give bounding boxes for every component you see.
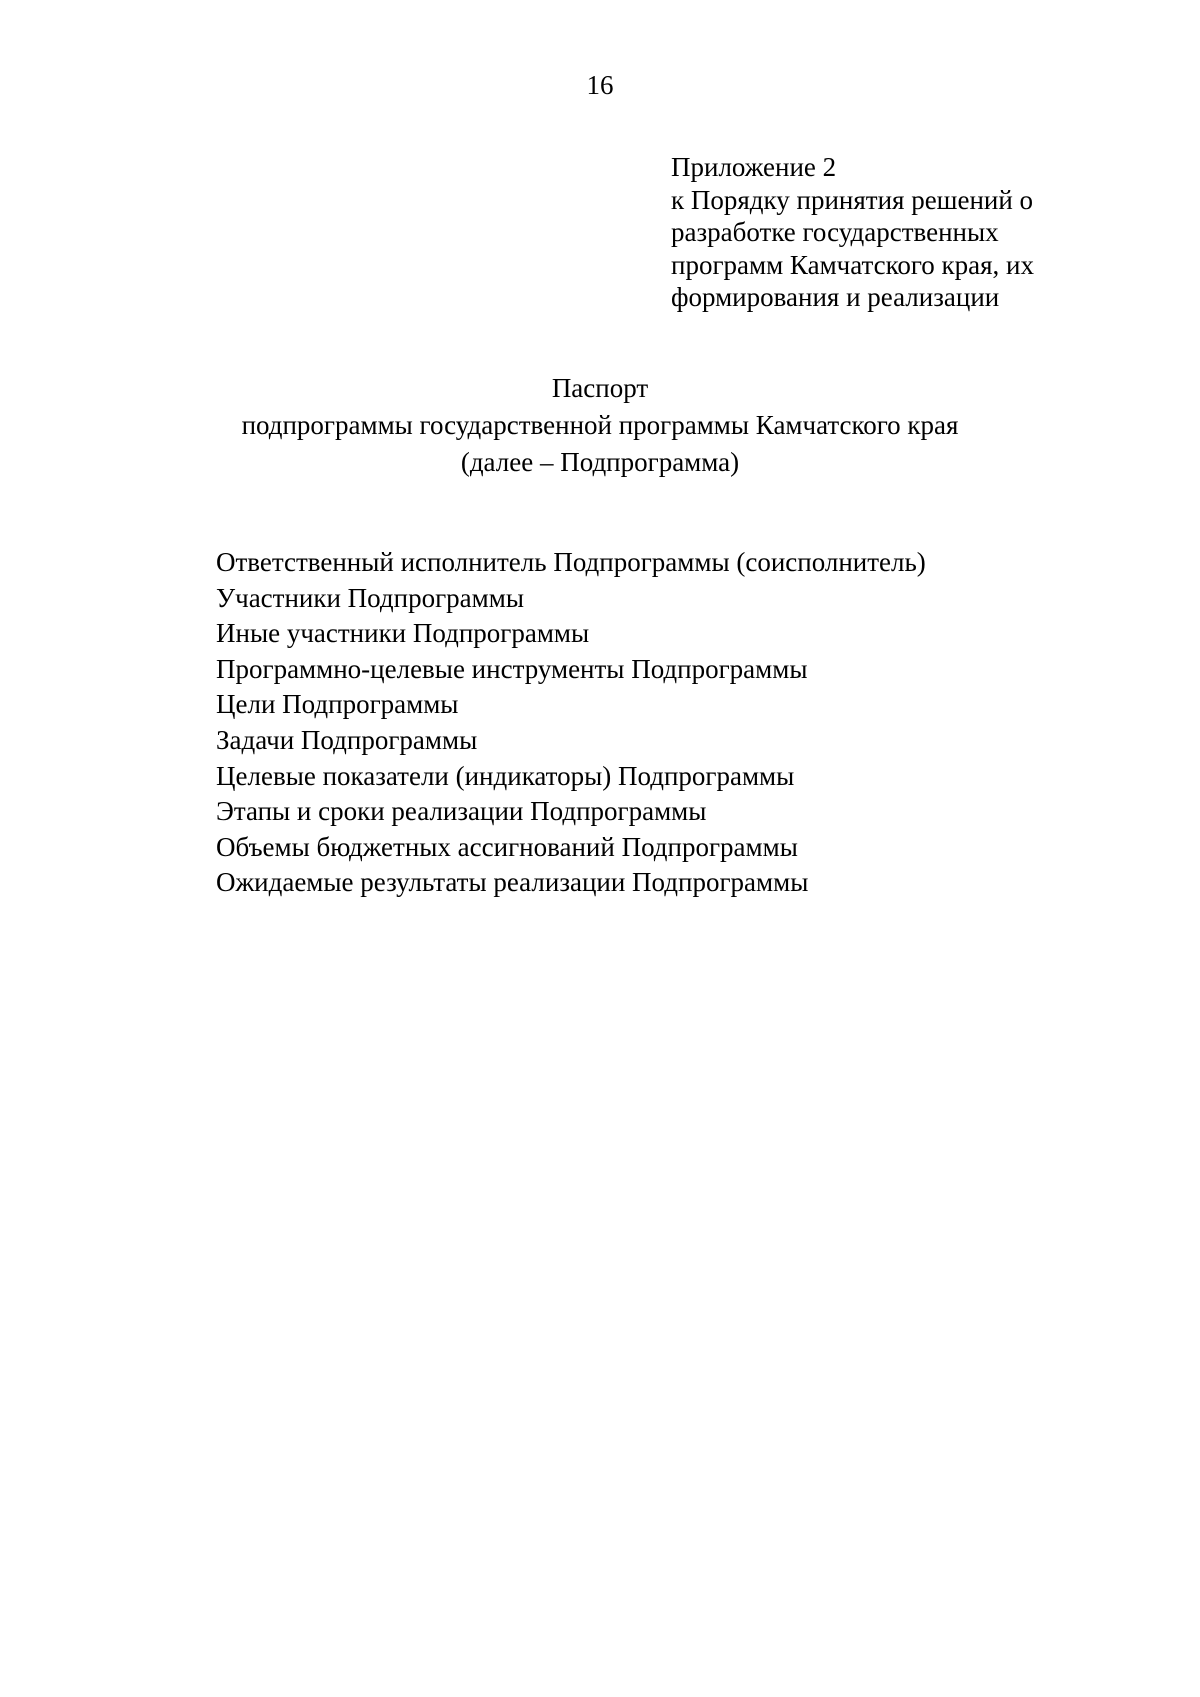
passport-note: (далее – Подпрограмма) — [460, 447, 740, 477]
appendix-reference — [671, 151, 1191, 314]
passport-subtitle: подпрограммы государственной программы Камчатского края — [241, 410, 959, 440]
passport-heading — [0, 370, 1200, 481]
appendix-line: программ Камчатского края, их — [671, 249, 1034, 280]
appendix-line: разработке государственных — [671, 217, 999, 247]
field-responsible-executor: Ответственный исполнитель Подпрограммы (соисполнитель) — [216, 547, 926, 577]
appendix-line: формирования и реализации — [671, 282, 1000, 312]
passport-title: Паспорт — [551, 373, 649, 403]
field-goals: Цели Подпрограммы — [216, 689, 459, 720]
passport-fields-list — [216, 545, 1176, 901]
field-stages-terms: Этапы и сроки реализации Подпрограммы — [216, 796, 707, 827]
field-target-indicators: Целевые показатели (индикаторы) Подпрограммы — [216, 760, 795, 791]
page-number: 16 — [586, 70, 614, 100]
field-budget-allocations: Объемы бюджетных ассигнований Подпрограммы — [216, 831, 798, 862]
field-participants: Участники Подпрограммы — [216, 582, 524, 613]
appendix-line: к Порядку принятия решений о — [671, 184, 1034, 215]
field-tasks: Задачи Подпрограммы — [216, 724, 478, 755]
field-program-tools: Программно-целевые инструменты Подпрограммы — [216, 653, 808, 684]
field-expected-results: Ожидаемые результаты реализации Подпрограммы — [216, 867, 809, 898]
field-other-participants: Иные участники Подпрограммы — [216, 618, 590, 649]
appendix-line: Приложение 2 — [671, 152, 837, 182]
